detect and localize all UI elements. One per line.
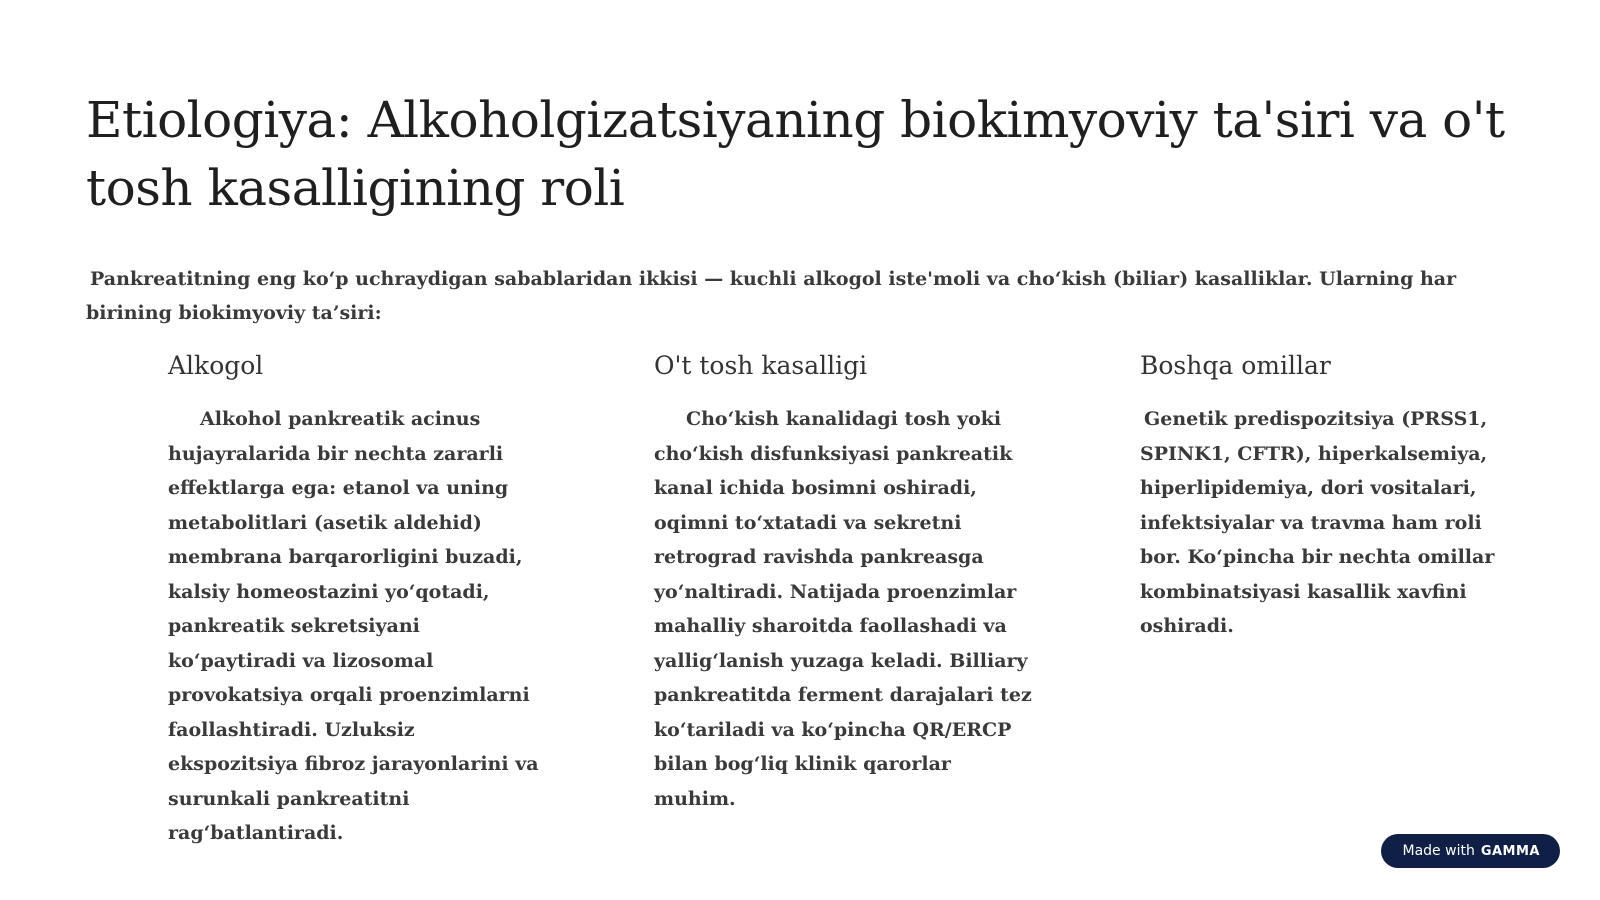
slide-title: Etiologiya: Alkoholgizatsiyaning biokimyoviy ta'siri va o't tosh kasalligining roli	[86, 91, 1505, 217]
column-body: Genetik predispozitsiya (PRSS1, SPINK1, CFTR), hiperkalsemiya, hiperlipidemiya, dori vositalari, infektsiyalar va travma ham roli bor. Ko‘pincha bir nechta omillar kombinatsiyasi kasallik xavfini oshiradi.	[1140, 408, 1495, 637]
column-body: Alkohol pankreatik acinus hujayralarida bir nechta zararli effektlarga ega: etanol va uning metabolitlari (asetik aldehid) membrana barqarorligini buzadi, kalsiy homeostazini yo‘qotadi, pankreatik sekretsiyani ko‘paytiradi va lizosomal provokatsiya orqali proenzimlarni faollashtiradi. Uzluksiz ekspozitsiya fibroz jarayonlarini va surunkali pankreatitni rag‘batlantiradi.	[168, 408, 539, 844]
gamma-logo: GAMMA	[1480, 843, 1540, 859]
column-boshqa-omillar	[1140, 348, 1510, 644]
badge-prefix: Made with	[1402, 843, 1475, 859]
made-with-gamma-badge[interactable]	[1381, 834, 1560, 868]
column-ot-tosh	[654, 348, 1034, 816]
column-heading: O't tosh kasalligi	[654, 351, 868, 380]
column-heading: Boshqa omillar	[1140, 351, 1331, 380]
column-alkogol	[168, 348, 548, 851]
intro-paragraph: Pankreatitning eng ko‘p uchraydigan sabablaridan ikkisi — kuchli alkogol iste'moli va cho‘kish (biliar) kasalliklar. Ularning har birining biokimyoviy ta’siri:	[86, 268, 1457, 324]
column-body: Cho‘kish kanalidagi tosh yoki cho‘kish disfunksiyasi pankreatik kanal ichida bosimni oshiradi, oqimni to‘xtatadi va sekretni retrograd ravishda pankreasga yo‘naltiradi. Natijada proenzimlar mahalliy sharoitda faollashadi va yallig‘lanish yuzaga keladi. Billiary pankreatitda ferment darajalari tez ko‘tariladi va ko‘pincha QR/ERCP bilan bog‘liq klinik qarorlar muhim.	[654, 408, 1032, 810]
column-heading: Alkogol	[168, 351, 264, 380]
